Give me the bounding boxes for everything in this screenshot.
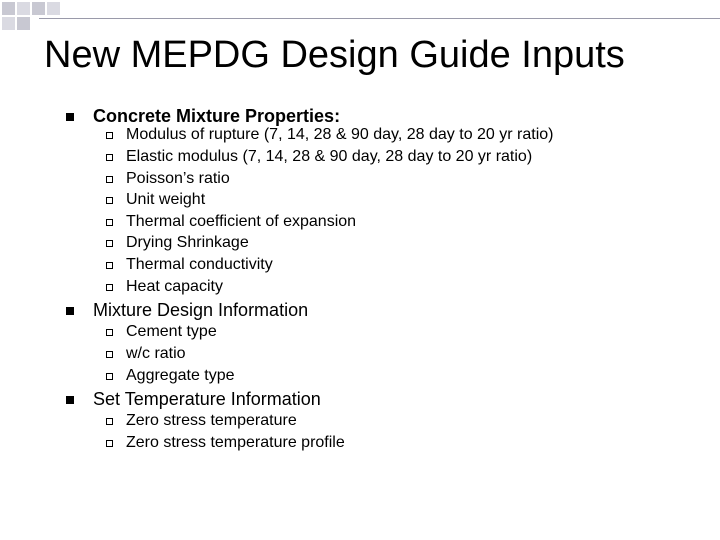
hollow-square-bullet-icon bbox=[106, 154, 113, 161]
list-item bbox=[106, 213, 356, 231]
hollow-square-bullet-icon bbox=[106, 373, 113, 380]
list-item bbox=[106, 367, 235, 385]
hollow-square-bullet-icon bbox=[106, 176, 113, 183]
list-item-text: Thermal coefficient of expansion bbox=[126, 213, 357, 230]
section-heading-text: Concrete Mixture Properties: bbox=[93, 106, 341, 126]
list-item-text: Aggregate type bbox=[126, 367, 235, 384]
list-item bbox=[106, 412, 297, 430]
list-item-text: Drying Shrinkage bbox=[126, 234, 249, 251]
list-item bbox=[106, 234, 249, 252]
hollow-square-bullet-icon bbox=[106, 329, 113, 336]
list-item-text: Zero stress temperature bbox=[126, 412, 297, 429]
section-heading-text: Mixture Design Information bbox=[93, 300, 309, 320]
list-item bbox=[106, 170, 230, 188]
list-item bbox=[106, 126, 554, 144]
hollow-square-bullet-icon bbox=[106, 240, 113, 247]
list-item bbox=[106, 434, 345, 452]
list-item-text: w/c ratio bbox=[126, 345, 186, 362]
list-item-text: Zero stress temperature profile bbox=[126, 434, 345, 451]
hollow-square-bullet-icon bbox=[106, 284, 113, 291]
section-heading-set-temperature bbox=[66, 389, 321, 410]
square-bullet-icon bbox=[66, 113, 74, 121]
square-bullet-icon bbox=[66, 307, 74, 315]
list-item bbox=[106, 256, 273, 274]
section-heading-text: Set Temperature Information bbox=[93, 389, 321, 409]
list-item-text: Modulus of rupture (7, 14, 28 & 90 day, 28 day to 20 yr ratio) bbox=[126, 126, 554, 143]
list-item-text: Poisson’s ratio bbox=[126, 170, 230, 187]
hollow-square-bullet-icon bbox=[106, 219, 113, 226]
hollow-square-bullet-icon bbox=[106, 197, 113, 204]
slide-title: New MEPDG Design Guide Inputs bbox=[44, 34, 625, 76]
hollow-square-bullet-icon bbox=[106, 418, 113, 425]
list-item bbox=[106, 191, 205, 209]
section-heading-mixture-design bbox=[66, 300, 308, 321]
list-item-text: Cement type bbox=[126, 323, 217, 340]
hollow-square-bullet-icon bbox=[106, 132, 113, 139]
square-bullet-icon bbox=[66, 396, 74, 404]
list-item-text: Thermal conductivity bbox=[126, 256, 273, 273]
list-item bbox=[106, 345, 186, 363]
title-rule bbox=[39, 18, 720, 19]
list-item-text: Heat capacity bbox=[126, 278, 223, 295]
section-heading-concrete-mixture bbox=[66, 106, 340, 127]
list-item bbox=[106, 278, 223, 296]
list-item-text: Elastic modulus (7, 14, 28 & 90 day, 28 day to 20 yr ratio) bbox=[126, 148, 533, 165]
list-item bbox=[106, 148, 532, 166]
list-item bbox=[106, 323, 217, 341]
corner-decoration bbox=[0, 0, 720, 34]
list-item-text: Unit weight bbox=[126, 191, 206, 208]
hollow-square-bullet-icon bbox=[106, 440, 113, 447]
hollow-square-bullet-icon bbox=[106, 351, 113, 358]
hollow-square-bullet-icon bbox=[106, 262, 113, 269]
